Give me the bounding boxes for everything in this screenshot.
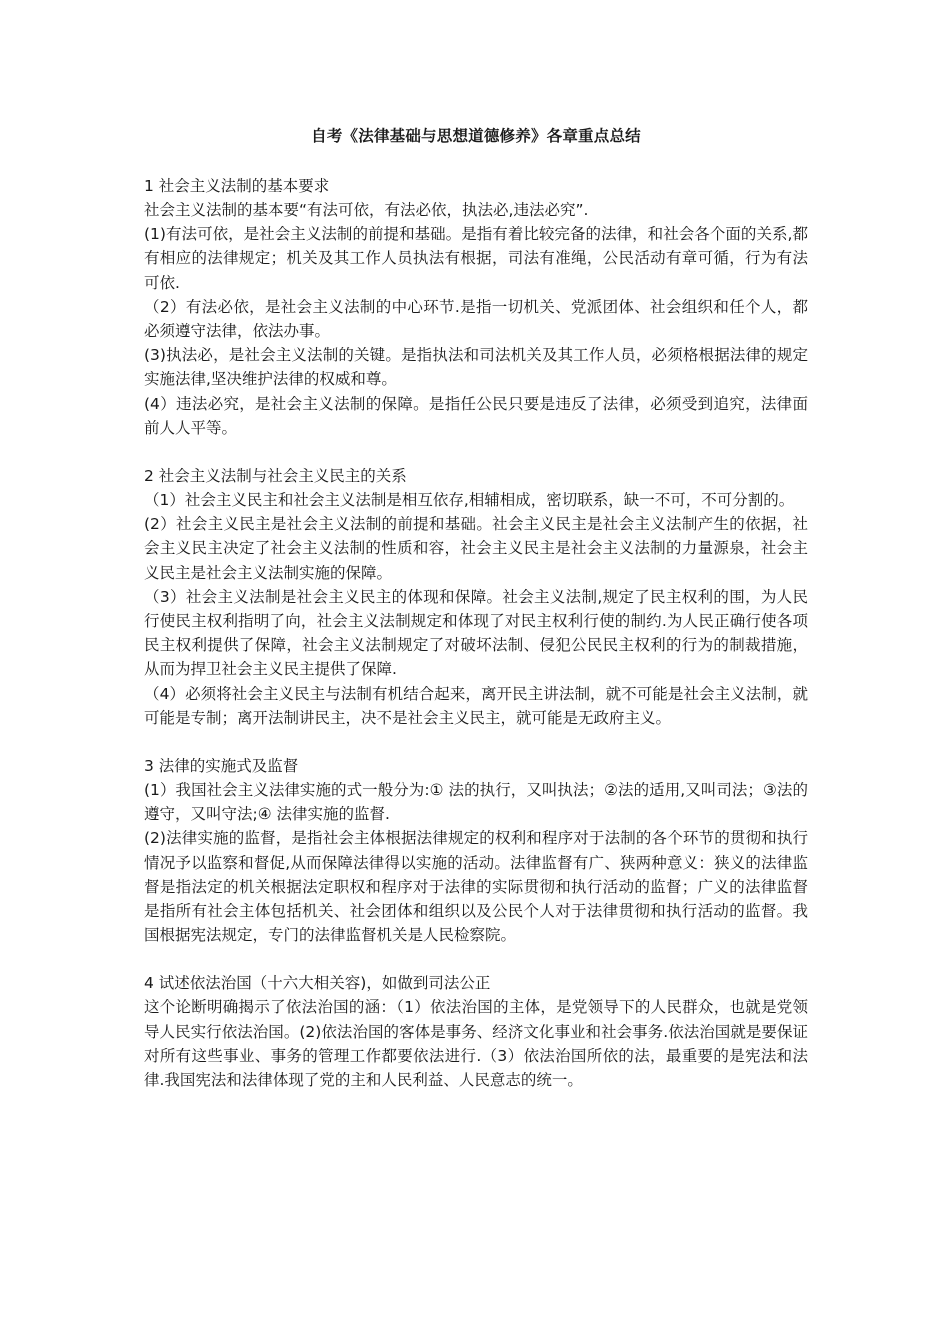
section-1 [144, 174, 808, 440]
section-2 [144, 464, 808, 730]
section-heading: 3 法律的实施式及监督 [144, 757, 299, 776]
section-3 [144, 754, 808, 947]
section-heading: 2 社会主义法制与社会主义民主的关系 [144, 467, 407, 486]
section-heading: 1 社会主义法制的基本要求 [144, 177, 330, 195]
paragraph: 社会主义法制的基本要“有法可依，有法必依，执法必,违法必究”. [144, 201, 589, 219]
paragraph: (4）违法必究，是社会主义法制的保障。是指任公民只要是违反了法律，必须受到追究，法律面前人人平等。 [144, 394, 808, 437]
paragraph: (1）我国社会主义法律实施的式一般分为:① 法的执行，又叫执法；②法的适用,又叫司法；③法的遵守，又叫守法;④ 法律实施的监督. [144, 781, 808, 824]
paragraph: 这个论断明确揭示了依法治国的涵：（1）依法治国的主体，是党领导下的人民群众，也就是党领导人民实行依法治国。(2)依法治国的客体是事务、经济文化事业和社会事务.依法治国就是要保证对所有这些事业、事务的管理工作都要依法进行.（3）依法治国所依的法，最重要的是宪法和法律.我国宪法和法律体现了党的主和人民利益、人民意志的统一。 [144, 998, 808, 1090]
paragraph: (1)有法可依，是社会主义法制的前提和基础。是指有着比较完备的法律，和社会各个面的关系,都有相应的法律规定；机关及其工作人员执法有根据，司法有准绳，公民活动有章可循，行为有法可依. [144, 225, 808, 292]
paragraph: (2)法律实施的监督，是指社会主体根据法律规定的权利和程序对于法制的各个环节的贯彻和执行情况予以监察和督促,从而保障法律得以实施的活动。法律监督有广、狭两种意义：狭义的法律监督是指法定的机关根据法定职权和程序对于法律的实际贯彻和执行活动的监督；广义的法律监督是指所有社会主体包括机关、社会团体和组织以及公民个人对于法律贯彻和执行活动的监督。我国根据宪法规定，专门的法律监督机关是人民检察院。 [144, 829, 808, 945]
section-heading: 4 试述依法治国（十六大相关容)，如做到司法公正 [144, 974, 491, 993]
paragraph: (2）社会主义民主是社会主义法制的前提和基础。社会主义民主是社会主义法制产生的依据，社会主义民主决定了社会主义法制的性质和容，社会主义民主是社会主义法制的力量源泉，社会主义民主是社会主义法制实施的保障。 [144, 515, 808, 582]
section-4 [144, 971, 808, 1092]
document-title: 自考《法律基础与思想道德修养》各章重点总结 [311, 127, 641, 145]
document-page [144, 124, 808, 1092]
paragraph: （3）社会主义法制是社会主义民主的体现和保障。社会主义法制,规定了民主权利的围，为人民行使民主权利指明了向，社会主义法制规定和体现了对民主权利行使的制约.为人民正确行使各项民主权利提供了保障，社会主义法制规定了对破坏法制、侵犯公民民主权利的行为的制裁措施，从而为捍卫社会主义民主提供了保障. [144, 587, 808, 679]
paragraph: （1）社会主义民主和社会主义法制是相互依存,相辅相成，密切联系，缺一不可，不可分割的。 [144, 491, 795, 510]
paragraph: (3)执法必，是社会主义法制的关键。是指执法和司法机关及其工作人员，必须格根据法律的规定实施法律,坚决维护法律的权威和尊。 [144, 346, 808, 389]
paragraph: （2）有法必依，是社会主义法制的中心环节.是指一切机关、党派团体、社会组织和任个人，都必须遵守法律，依法办事。 [144, 297, 808, 341]
paragraph: （4）必须将社会主义民主与法制有机结合起来，离开民主讲法制，就不可能是社会主义法制，就可能是专制；离开法制讲民主，决不是社会主义民主，就可能是无政府主义。 [144, 684, 808, 727]
